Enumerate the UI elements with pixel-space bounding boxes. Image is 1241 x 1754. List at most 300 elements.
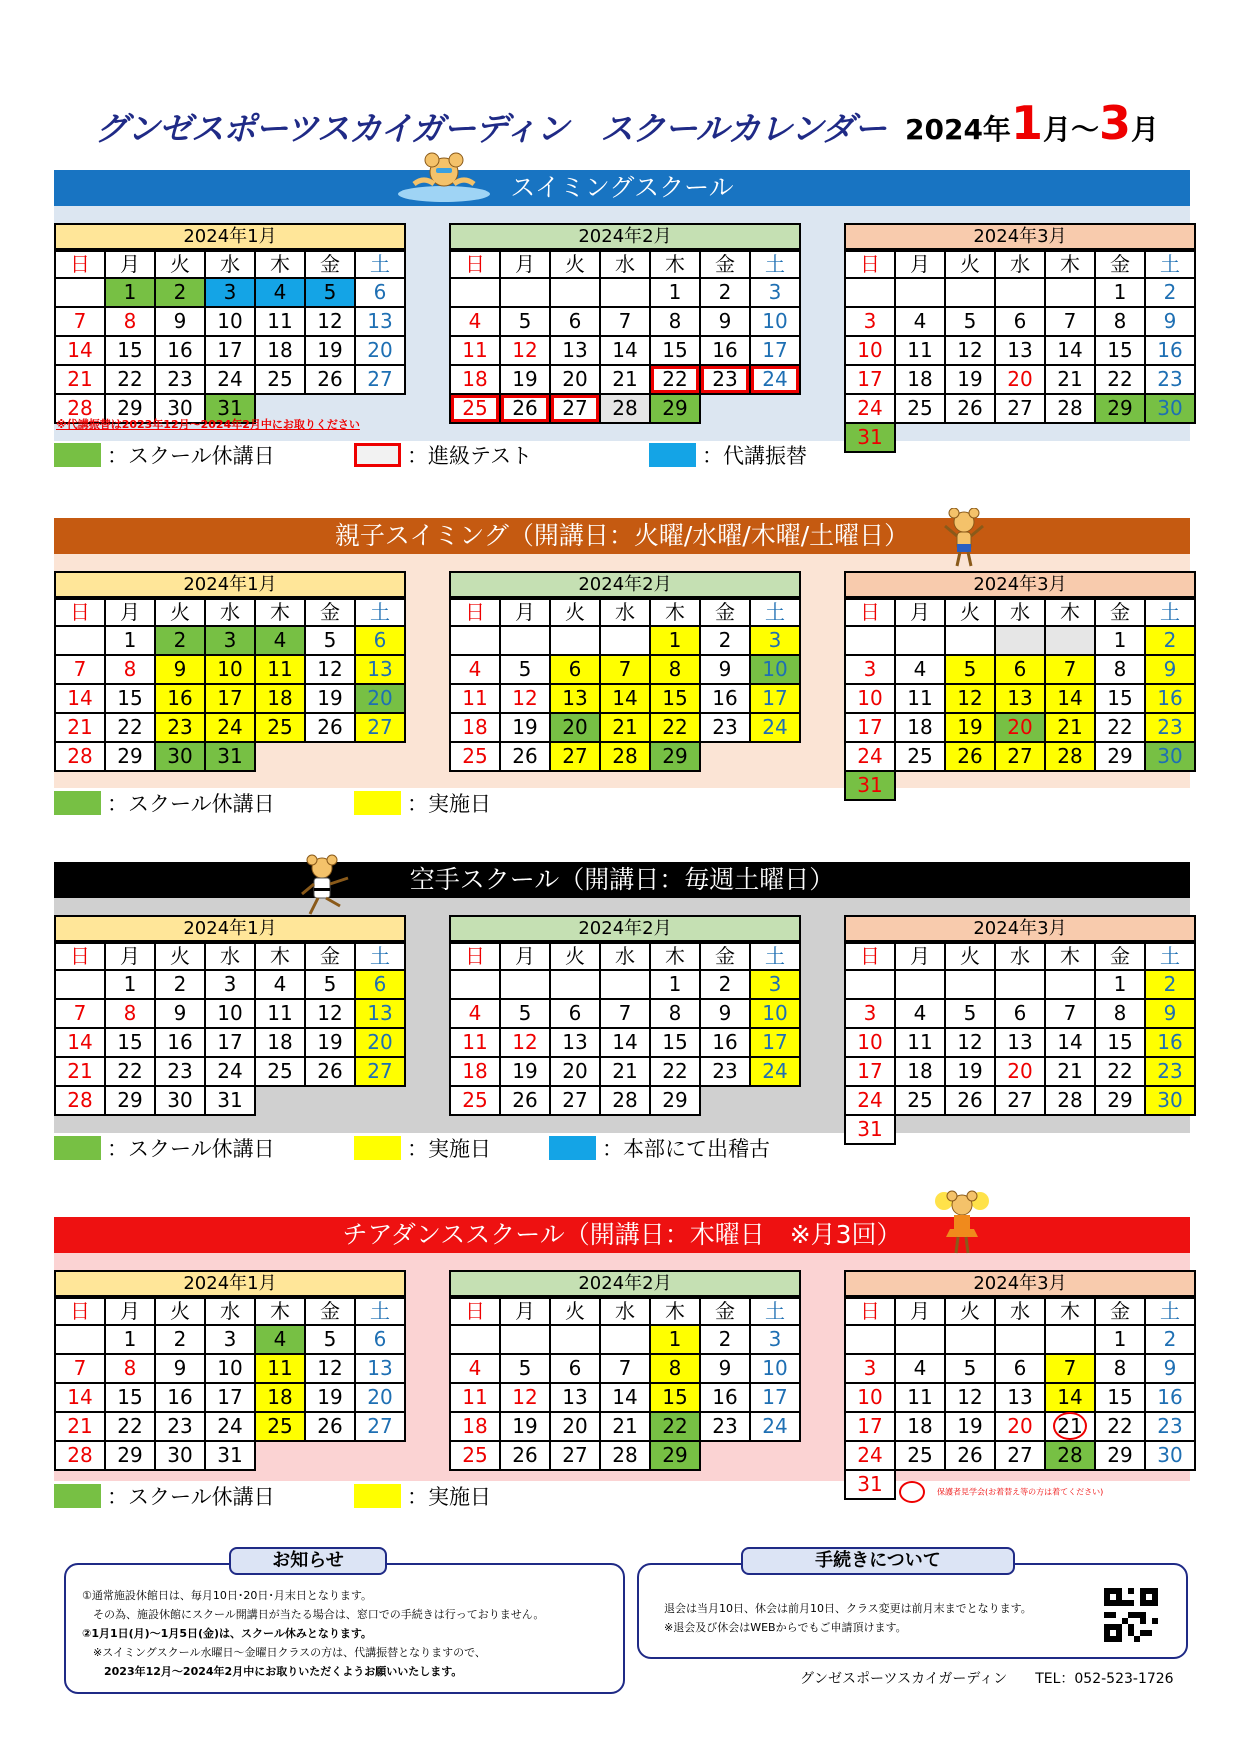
day-cell: 4 <box>450 307 500 336</box>
day-cell: 16 <box>155 1383 205 1412</box>
empty-day-cell <box>945 1325 995 1354</box>
weekday-header: 木 <box>255 1298 305 1325</box>
empty-day-cell <box>550 626 600 655</box>
weekday-header: 金 <box>700 599 750 626</box>
day-cell: 3 <box>845 307 895 336</box>
day-cell: 31 <box>205 1441 255 1470</box>
day-cell: 27 <box>355 1057 405 1086</box>
weekday-header: 木 <box>650 1298 700 1325</box>
day-cell: 25 <box>895 394 945 423</box>
day-cell: 14 <box>600 1383 650 1412</box>
weekday-header: 木 <box>650 599 700 626</box>
legend-swatch <box>354 443 401 467</box>
legend-swatch <box>649 443 696 467</box>
day-cell: 11 <box>255 1354 305 1383</box>
day-cell: 16 <box>155 1028 205 1057</box>
month-grid <box>54 1297 406 1471</box>
day-cell: 21 <box>600 713 650 742</box>
day-cell: 4 <box>255 278 305 307</box>
day-cell: 19 <box>305 1383 355 1412</box>
week-row <box>55 626 405 655</box>
day-cell: 9 <box>155 655 205 684</box>
empty-day-cell <box>895 278 945 307</box>
weekday-header: 日 <box>55 599 105 626</box>
day-cell: 14 <box>600 1028 650 1057</box>
day-cell: 11 <box>450 684 500 713</box>
week-row <box>55 1325 405 1354</box>
day-cell: 26 <box>500 394 550 423</box>
day-cell: 7 <box>55 307 105 336</box>
day-cell: 9 <box>155 1354 205 1383</box>
info-line: 2023年12月～2024年2月中にお取りいただくようお願いいたします。 <box>82 1665 463 1678</box>
day-cell: 18 <box>895 1412 945 1441</box>
empty-day-cell <box>895 1325 945 1354</box>
week-row <box>450 742 800 771</box>
procedure-box-title: 手続きについて <box>741 1547 1015 1575</box>
month-calendar <box>844 223 1196 453</box>
empty-day-cell <box>895 626 945 655</box>
legend-item <box>354 440 532 470</box>
month-header: 2024年2月 <box>449 1270 801 1297</box>
day-cell: 15 <box>1095 684 1145 713</box>
day-cell: 21 <box>55 713 105 742</box>
day-cell: 25 <box>450 742 500 771</box>
day-cell: 9 <box>1145 307 1195 336</box>
legend-label: ：スクール休講日 <box>107 444 275 468</box>
day-cell: 17 <box>845 1412 895 1441</box>
day-cell: 29 <box>650 742 700 771</box>
legend-item <box>549 1133 770 1163</box>
week-row <box>450 394 800 423</box>
week-row <box>450 684 800 713</box>
day-cell: 20 <box>355 1028 405 1057</box>
day-cell: 14 <box>55 336 105 365</box>
day-cell: 12 <box>945 336 995 365</box>
day-cell: 30 <box>1145 1441 1195 1470</box>
legend-label: ：本部にて出稽古 <box>602 1137 770 1161</box>
day-cell: 19 <box>945 1412 995 1441</box>
day-cell: 16 <box>155 684 205 713</box>
day-cell: 11 <box>450 1383 500 1412</box>
day-cell: 9 <box>700 999 750 1028</box>
info-line: その為、施設休館にスクール開講日が当たる場合は、窓口での手続きは行っておりません。 <box>82 1608 545 1621</box>
day-cell: 18 <box>255 684 305 713</box>
empty-day-cell <box>1045 771 1095 800</box>
period-separator: 月～ <box>1042 113 1099 146</box>
day-cell: 19 <box>305 684 355 713</box>
day-cell: 6 <box>995 999 1045 1028</box>
weekday-header: 金 <box>305 943 355 970</box>
day-cell: 16 <box>700 684 750 713</box>
weekday-header: 金 <box>1095 943 1145 970</box>
legend-item <box>354 1133 491 1163</box>
weekday-header: 金 <box>305 251 355 278</box>
day-cell: 21 <box>600 365 650 394</box>
month-header: 2024年2月 <box>449 223 801 250</box>
month-grid <box>54 942 406 1116</box>
empty-day-cell <box>1095 1115 1145 1144</box>
day-cell: 27 <box>995 742 1045 771</box>
empty-day-cell <box>450 278 500 307</box>
day-cell: 24 <box>845 394 895 423</box>
day-cell: 12 <box>945 1028 995 1057</box>
week-row <box>450 1028 800 1057</box>
weekday-header: 月 <box>895 599 945 626</box>
section-panel <box>54 898 1190 1141</box>
day-cell: 14 <box>600 336 650 365</box>
weekday-header: 火 <box>155 599 205 626</box>
day-cell: 1 <box>1095 1325 1145 1354</box>
day-cell: 19 <box>500 1057 550 1086</box>
weekday-header: 木 <box>1045 943 1095 970</box>
day-cell: 17 <box>205 1028 255 1057</box>
empty-day-cell <box>600 1325 650 1354</box>
day-cell: 4 <box>255 970 305 999</box>
day-cell: 14 <box>55 684 105 713</box>
month-header: 2024年3月 <box>844 223 1196 250</box>
day-cell: 6 <box>355 626 405 655</box>
day-cell: 31 <box>845 1115 895 1144</box>
legend-label: ：スクール休講日 <box>107 792 275 816</box>
day-cell: 1 <box>650 626 700 655</box>
weekday-header: 月 <box>895 943 945 970</box>
weekday-header: 火 <box>155 1298 205 1325</box>
day-cell: 13 <box>355 1354 405 1383</box>
empty-day-cell <box>600 970 650 999</box>
day-cell: 22 <box>1095 365 1145 394</box>
day-cell: 22 <box>650 1412 700 1441</box>
weekday-header: 水 <box>205 599 255 626</box>
weekday-header: 金 <box>1095 1298 1145 1325</box>
day-cell: 13 <box>995 684 1045 713</box>
week-row <box>450 307 800 336</box>
week-row <box>845 1354 1195 1383</box>
day-cell: 4 <box>895 1354 945 1383</box>
weekday-header: 日 <box>55 251 105 278</box>
day-cell: 23 <box>155 1412 205 1441</box>
day-cell: 20 <box>355 336 405 365</box>
month-header: 2024年1月 <box>54 915 406 942</box>
week-row <box>55 278 405 307</box>
day-cell: 20 <box>995 713 1045 742</box>
day-cell: 11 <box>450 336 500 365</box>
week-row <box>450 1354 800 1383</box>
month-calendar <box>54 915 406 1116</box>
day-cell: 8 <box>1095 655 1145 684</box>
day-cell: 3 <box>205 970 255 999</box>
weekday-header: 木 <box>1045 599 1095 626</box>
day-cell: 3 <box>845 999 895 1028</box>
empty-day-cell <box>500 626 550 655</box>
swimming-mouse-mascot <box>394 150 494 210</box>
month-grid <box>844 1297 1196 1500</box>
day-cell: 21 <box>55 365 105 394</box>
week-row <box>845 970 1195 999</box>
weekday-header: 日 <box>55 1298 105 1325</box>
day-cell: 15 <box>1095 1383 1145 1412</box>
empty-day-cell <box>1145 423 1195 452</box>
day-cell: 8 <box>650 1354 700 1383</box>
day-cell: 5 <box>945 999 995 1028</box>
empty-day-cell <box>1145 1470 1195 1499</box>
day-cell: 23 <box>1145 1057 1195 1086</box>
day-cell: 15 <box>105 1383 155 1412</box>
month-header: 2024年2月 <box>449 915 801 942</box>
day-cell: 29 <box>105 1441 155 1470</box>
month-grid <box>449 1297 801 1471</box>
week-row <box>55 1086 405 1115</box>
day-cell: 1 <box>105 970 155 999</box>
legend-label: ：実施日 <box>407 1485 491 1509</box>
day-cell: 15 <box>1095 336 1145 365</box>
weekday-header: 金 <box>700 943 750 970</box>
day-cell: 4 <box>895 655 945 684</box>
day-cell: 6 <box>550 999 600 1028</box>
month-grid <box>449 250 801 424</box>
empty-day-cell <box>945 970 995 999</box>
empty-day-cell <box>895 970 945 999</box>
day-cell: 20 <box>550 365 600 394</box>
legend-item <box>54 1133 275 1163</box>
day-cell: 9 <box>1145 1354 1195 1383</box>
day-cell: 23 <box>700 1057 750 1086</box>
day-cell: 17 <box>845 365 895 394</box>
week-row <box>450 365 800 394</box>
day-cell: 3 <box>750 278 800 307</box>
day-cell: 24 <box>845 742 895 771</box>
month-calendar <box>844 1270 1196 1500</box>
day-cell: 28 <box>55 1441 105 1470</box>
day-cell: 13 <box>995 336 1045 365</box>
day-cell: 20 <box>550 1057 600 1086</box>
weekday-header: 土 <box>750 599 800 626</box>
day-cell: 11 <box>895 1028 945 1057</box>
week-row <box>55 1057 405 1086</box>
day-cell: 16 <box>700 1383 750 1412</box>
empty-day-cell <box>55 970 105 999</box>
day-cell: 10 <box>845 684 895 713</box>
day-cell: 7 <box>55 655 105 684</box>
weekday-header: 火 <box>155 251 205 278</box>
week-row <box>845 1057 1195 1086</box>
day-cell: 1 <box>650 278 700 307</box>
month-grid <box>54 250 406 424</box>
day-cell: 31 <box>205 1086 255 1115</box>
day-cell: 2 <box>700 626 750 655</box>
empty-day-cell <box>1095 423 1145 452</box>
legend-swatch <box>354 1484 401 1508</box>
day-cell: 30 <box>155 1086 205 1115</box>
legend-label: ：代講振替 <box>702 444 807 468</box>
day-cell: 10 <box>205 307 255 336</box>
empty-day-cell <box>550 970 600 999</box>
day-cell: 11 <box>255 307 305 336</box>
calendar-period <box>905 96 1159 150</box>
weekday-header: 金 <box>700 251 750 278</box>
month-grid <box>449 598 801 772</box>
weekday-header: 月 <box>500 599 550 626</box>
day-cell: 31 <box>205 394 255 423</box>
week-row <box>845 713 1195 742</box>
weekday-header: 水 <box>205 1298 255 1325</box>
day-cell: 24 <box>845 1086 895 1115</box>
day-cell: 21 <box>1045 713 1095 742</box>
day-cell: 8 <box>105 655 155 684</box>
day-cell: 23 <box>1145 365 1195 394</box>
day-cell: 11 <box>255 655 305 684</box>
weekday-header: 日 <box>450 599 500 626</box>
empty-day-cell <box>355 1441 405 1470</box>
month-calendar <box>54 223 406 424</box>
day-cell: 1 <box>105 278 155 307</box>
weekday-header: 木 <box>255 943 305 970</box>
qr-code-icon[interactable] <box>1104 1588 1158 1642</box>
day-cell: 14 <box>600 684 650 713</box>
day-cell: 24 <box>205 1057 255 1086</box>
week-row <box>845 1115 1195 1144</box>
period-month-suffix: 月 <box>1130 113 1159 146</box>
month-header: 2024年2月 <box>449 571 801 598</box>
week-row <box>450 1086 800 1115</box>
week-row <box>845 771 1195 800</box>
empty-day-cell <box>845 970 895 999</box>
week-row <box>450 1383 800 1412</box>
day-cell: 26 <box>500 742 550 771</box>
weekday-header: 日 <box>450 943 500 970</box>
day-cell: 5 <box>500 655 550 684</box>
weekday-header: 土 <box>355 599 405 626</box>
empty-day-cell <box>55 1325 105 1354</box>
weekday-header: 木 <box>255 599 305 626</box>
day-cell: 2 <box>155 626 205 655</box>
day-cell: 6 <box>355 278 405 307</box>
week-row <box>55 684 405 713</box>
day-cell: 15 <box>650 684 700 713</box>
day-cell: 25 <box>450 1441 500 1470</box>
weekday-header: 土 <box>1145 251 1195 278</box>
day-cell: 7 <box>55 999 105 1028</box>
week-row <box>450 1057 800 1086</box>
day-cell: 25 <box>255 1057 305 1086</box>
day-cell: 4 <box>450 655 500 684</box>
substitute-note: ※代講振替は2023年12月～2024年2月中にお取りください <box>56 418 360 431</box>
day-cell: 28 <box>55 394 105 423</box>
month-calendar <box>449 915 801 1116</box>
day-cell: 18 <box>895 1057 945 1086</box>
day-cell: 8 <box>105 1354 155 1383</box>
section-panel <box>54 206 1190 449</box>
weekday-header: 金 <box>1095 599 1145 626</box>
day-cell: 21 <box>1045 1057 1095 1086</box>
day-cell: 28 <box>1045 394 1095 423</box>
week-row <box>845 365 1195 394</box>
week-row <box>845 336 1195 365</box>
legend-swatch <box>354 791 401 815</box>
day-cell: 23 <box>155 713 205 742</box>
day-cell: 25 <box>255 365 305 394</box>
day-cell: 17 <box>750 684 800 713</box>
empty-day-cell <box>305 1441 355 1470</box>
week-row <box>55 365 405 394</box>
day-cell: 24 <box>845 1441 895 1470</box>
weekday-header: 日 <box>845 1298 895 1325</box>
day-cell: 22 <box>1095 713 1145 742</box>
day-cell: 15 <box>650 1028 700 1057</box>
day-cell: 30 <box>155 1441 205 1470</box>
legend-item <box>354 788 491 818</box>
day-cell: 22 <box>105 1057 155 1086</box>
day-cell: 6 <box>355 1325 405 1354</box>
day-cell: 16 <box>700 336 750 365</box>
day-cell: 4 <box>450 1354 500 1383</box>
month-header: 2024年1月 <box>54 571 406 598</box>
day-cell: 13 <box>355 655 405 684</box>
day-cell: 30 <box>1145 1086 1195 1115</box>
weekday-header: 月 <box>500 943 550 970</box>
weekday-header: 土 <box>750 251 800 278</box>
day-cell: 7 <box>600 307 650 336</box>
day-cell: 27 <box>995 394 1045 423</box>
day-cell: 11 <box>255 999 305 1028</box>
day-cell: 10 <box>205 655 255 684</box>
empty-day-cell <box>750 742 800 771</box>
empty-day-cell <box>945 626 995 655</box>
week-row <box>845 1086 1195 1115</box>
procedure-box-text <box>664 1599 1032 1637</box>
month-grid <box>844 250 1196 453</box>
day-cell: 17 <box>750 1383 800 1412</box>
empty-day-cell <box>305 1086 355 1115</box>
day-cell: 2 <box>1145 626 1195 655</box>
day-cell: 1 <box>105 626 155 655</box>
weekday-header: 水 <box>995 599 1045 626</box>
empty-day-cell <box>1045 423 1095 452</box>
day-cell: 27 <box>995 1441 1045 1470</box>
day-cell: 18 <box>450 713 500 742</box>
day-cell: 28 <box>1045 1441 1095 1470</box>
day-cell: 27 <box>550 742 600 771</box>
day-cell: 31 <box>845 1470 895 1499</box>
legend-item <box>54 440 275 470</box>
empty-day-cell <box>1045 278 1095 307</box>
day-cell: 25 <box>255 1412 305 1441</box>
legend-label: ：実施日 <box>407 1137 491 1161</box>
empty-day-cell <box>500 1325 550 1354</box>
month-header: 2024年3月 <box>844 1270 1196 1297</box>
day-cell: 14 <box>1045 684 1095 713</box>
day-cell: 1 <box>1095 626 1145 655</box>
month-calendar <box>449 571 801 772</box>
empty-day-cell <box>845 278 895 307</box>
day-cell: 10 <box>845 1383 895 1412</box>
day-cell: 19 <box>500 1412 550 1441</box>
day-cell: 27 <box>355 1412 405 1441</box>
week-row <box>845 307 1195 336</box>
day-cell: 13 <box>355 999 405 1028</box>
day-cell: 2 <box>700 970 750 999</box>
day-cell: 2 <box>1145 278 1195 307</box>
day-cell: 25 <box>450 394 500 423</box>
week-row <box>845 1028 1195 1057</box>
weekday-header: 土 <box>750 1298 800 1325</box>
month-calendar <box>844 571 1196 801</box>
empty-day-cell <box>1045 1325 1095 1354</box>
empty-day-cell <box>750 1086 800 1115</box>
legend-item <box>354 1481 491 1511</box>
section-oyako <box>54 518 1190 816</box>
day-cell: 9 <box>700 1354 750 1383</box>
day-cell: 22 <box>105 713 155 742</box>
